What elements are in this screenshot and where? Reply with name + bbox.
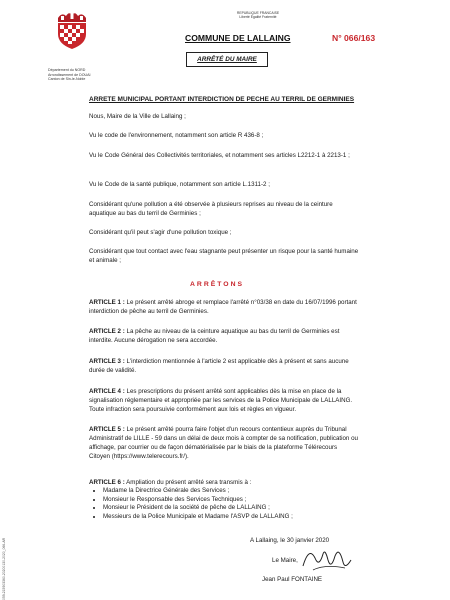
republic-line: Liberté Égalité Fraternité xyxy=(239,15,277,20)
article-label: ARTICLE 4 : xyxy=(89,388,125,395)
article-label: ARTICLE 1 : xyxy=(89,299,125,306)
article-1 xyxy=(89,298,359,316)
preamble-6: Considérant qu'il peut s'agir d'une pollution toxique ; xyxy=(89,229,232,236)
list-item: • Monsieur le Président de la société de pêche de LALLAING ; xyxy=(103,504,359,513)
preamble-5: Considérant qu'une pollution a été observée à plusieurs reprises au niveau de la ceinture aquatique au bas du terril de Germinies ; xyxy=(89,201,333,217)
article-4 xyxy=(89,387,359,414)
preamble-4: Vu le Code de la santé publique, notamment son article L.1311-2 ; xyxy=(89,181,270,188)
arrete-number: N° 066/163 xyxy=(332,33,376,43)
commune-name: COMMUNE DE LALLAING xyxy=(185,33,291,43)
article-label: ARTICLE 6 : xyxy=(89,479,125,486)
mayor-name: Jean Paul FONTAINE xyxy=(262,576,323,583)
article-label: ARTICLE 5 : xyxy=(89,426,125,433)
article-2 xyxy=(89,327,359,345)
list-item: • Messieurs de la Police Municipale et Madame l'ASVP de LALLAING ; xyxy=(103,513,359,522)
handwritten-signature-icon xyxy=(295,540,355,580)
dept-line: Arrondissement de DOUAI xyxy=(48,72,91,77)
article-5 xyxy=(89,425,359,461)
article-label: ARTICLE 3 : xyxy=(89,358,125,365)
side-reference: 059-215903360-20200130-2020_066-AR xyxy=(2,537,6,600)
article-text: Le présent arrêté pourra faire l'objet d'un recours contentieux auprès du Tribunal Administratif de LILLE - 59 dans un délai de deux mois à compter de sa notification, publication ou affichage, par courrier ou de façon dématérialisée par le biais de la plateforme Télérecours Citoyen (https://www.telerecours.fr/). xyxy=(89,426,358,460)
article-text: Ampliation du présent arrêté sera transmis à : xyxy=(126,479,252,486)
article-3 xyxy=(89,357,359,375)
preamble-2: Vu le code de l'environnement, notamment son article R 436-8 ; xyxy=(89,132,264,139)
article-text: L'interdiction mentionnée à l'article 2 est applicable dès à présent et sans aucune durée de validité. xyxy=(89,358,349,374)
signature-date: A Lallaing, le 30 janvier 2020 xyxy=(250,537,330,544)
preamble-7: Considérant que tout contact avec l'eau stagnante peut présenter un risque pour la santé humaine et animale ; xyxy=(89,248,359,264)
article-6 xyxy=(89,478,359,521)
commune-crest-icon xyxy=(52,10,92,50)
list-item: • Madame la Directrice Générale des Services ; xyxy=(103,487,359,496)
article-label: ARTICLE 2 : xyxy=(89,328,125,335)
department-block xyxy=(48,68,110,82)
article-text: Le présent arrêté abroge et remplace l'arrêté n°03/38 en date du 16/07/1996 portant interdiction de pêche au terril de Germinies. xyxy=(89,299,357,315)
preamble-3: Vu le Code Général des Collectivités territoriales, et notamment ses articles L2212-1 à 2213-1 ; xyxy=(89,152,350,159)
doc-type-box xyxy=(186,52,268,67)
arretons-heading: ARRÊTONS xyxy=(190,281,245,288)
dept-line: Canton de Sin-le-Noble xyxy=(48,77,86,82)
preamble-1: Nous, Maire de la Ville de Lallaing ; xyxy=(89,113,186,120)
republic-mention xyxy=(228,11,288,20)
article-text: Les prescriptions du présent arrêté sont applicables dès la mise en place de la signalisation réglementaire et appropriée par les services de la Police Municipale de LALLAING. Toute infraction sera poursuivie conformément aux lois et règles en vigueur. xyxy=(89,388,353,413)
doc-type-label: ARRÊTÉ DU MAIRE xyxy=(197,56,257,63)
article-text: La pêche au niveau de la ceinture aquatique au bas du terril de Germinies est interdite. Aucune dérogation ne sera accordée. xyxy=(89,328,340,344)
recipient-list xyxy=(89,487,359,521)
list-item: • Monsieur le Responsable des Services Techniques ; xyxy=(103,496,359,505)
republic-line: REPUBLIQUE FRANCAISE xyxy=(236,11,280,15)
signature-title: Le Maire, xyxy=(272,557,298,564)
document-title: ARRETE MUNICIPAL PORTANT INTERDICTION DE PECHE AU TERRIL DE GERMINIES xyxy=(89,96,355,103)
dept-line: Département du NORD xyxy=(48,68,86,72)
